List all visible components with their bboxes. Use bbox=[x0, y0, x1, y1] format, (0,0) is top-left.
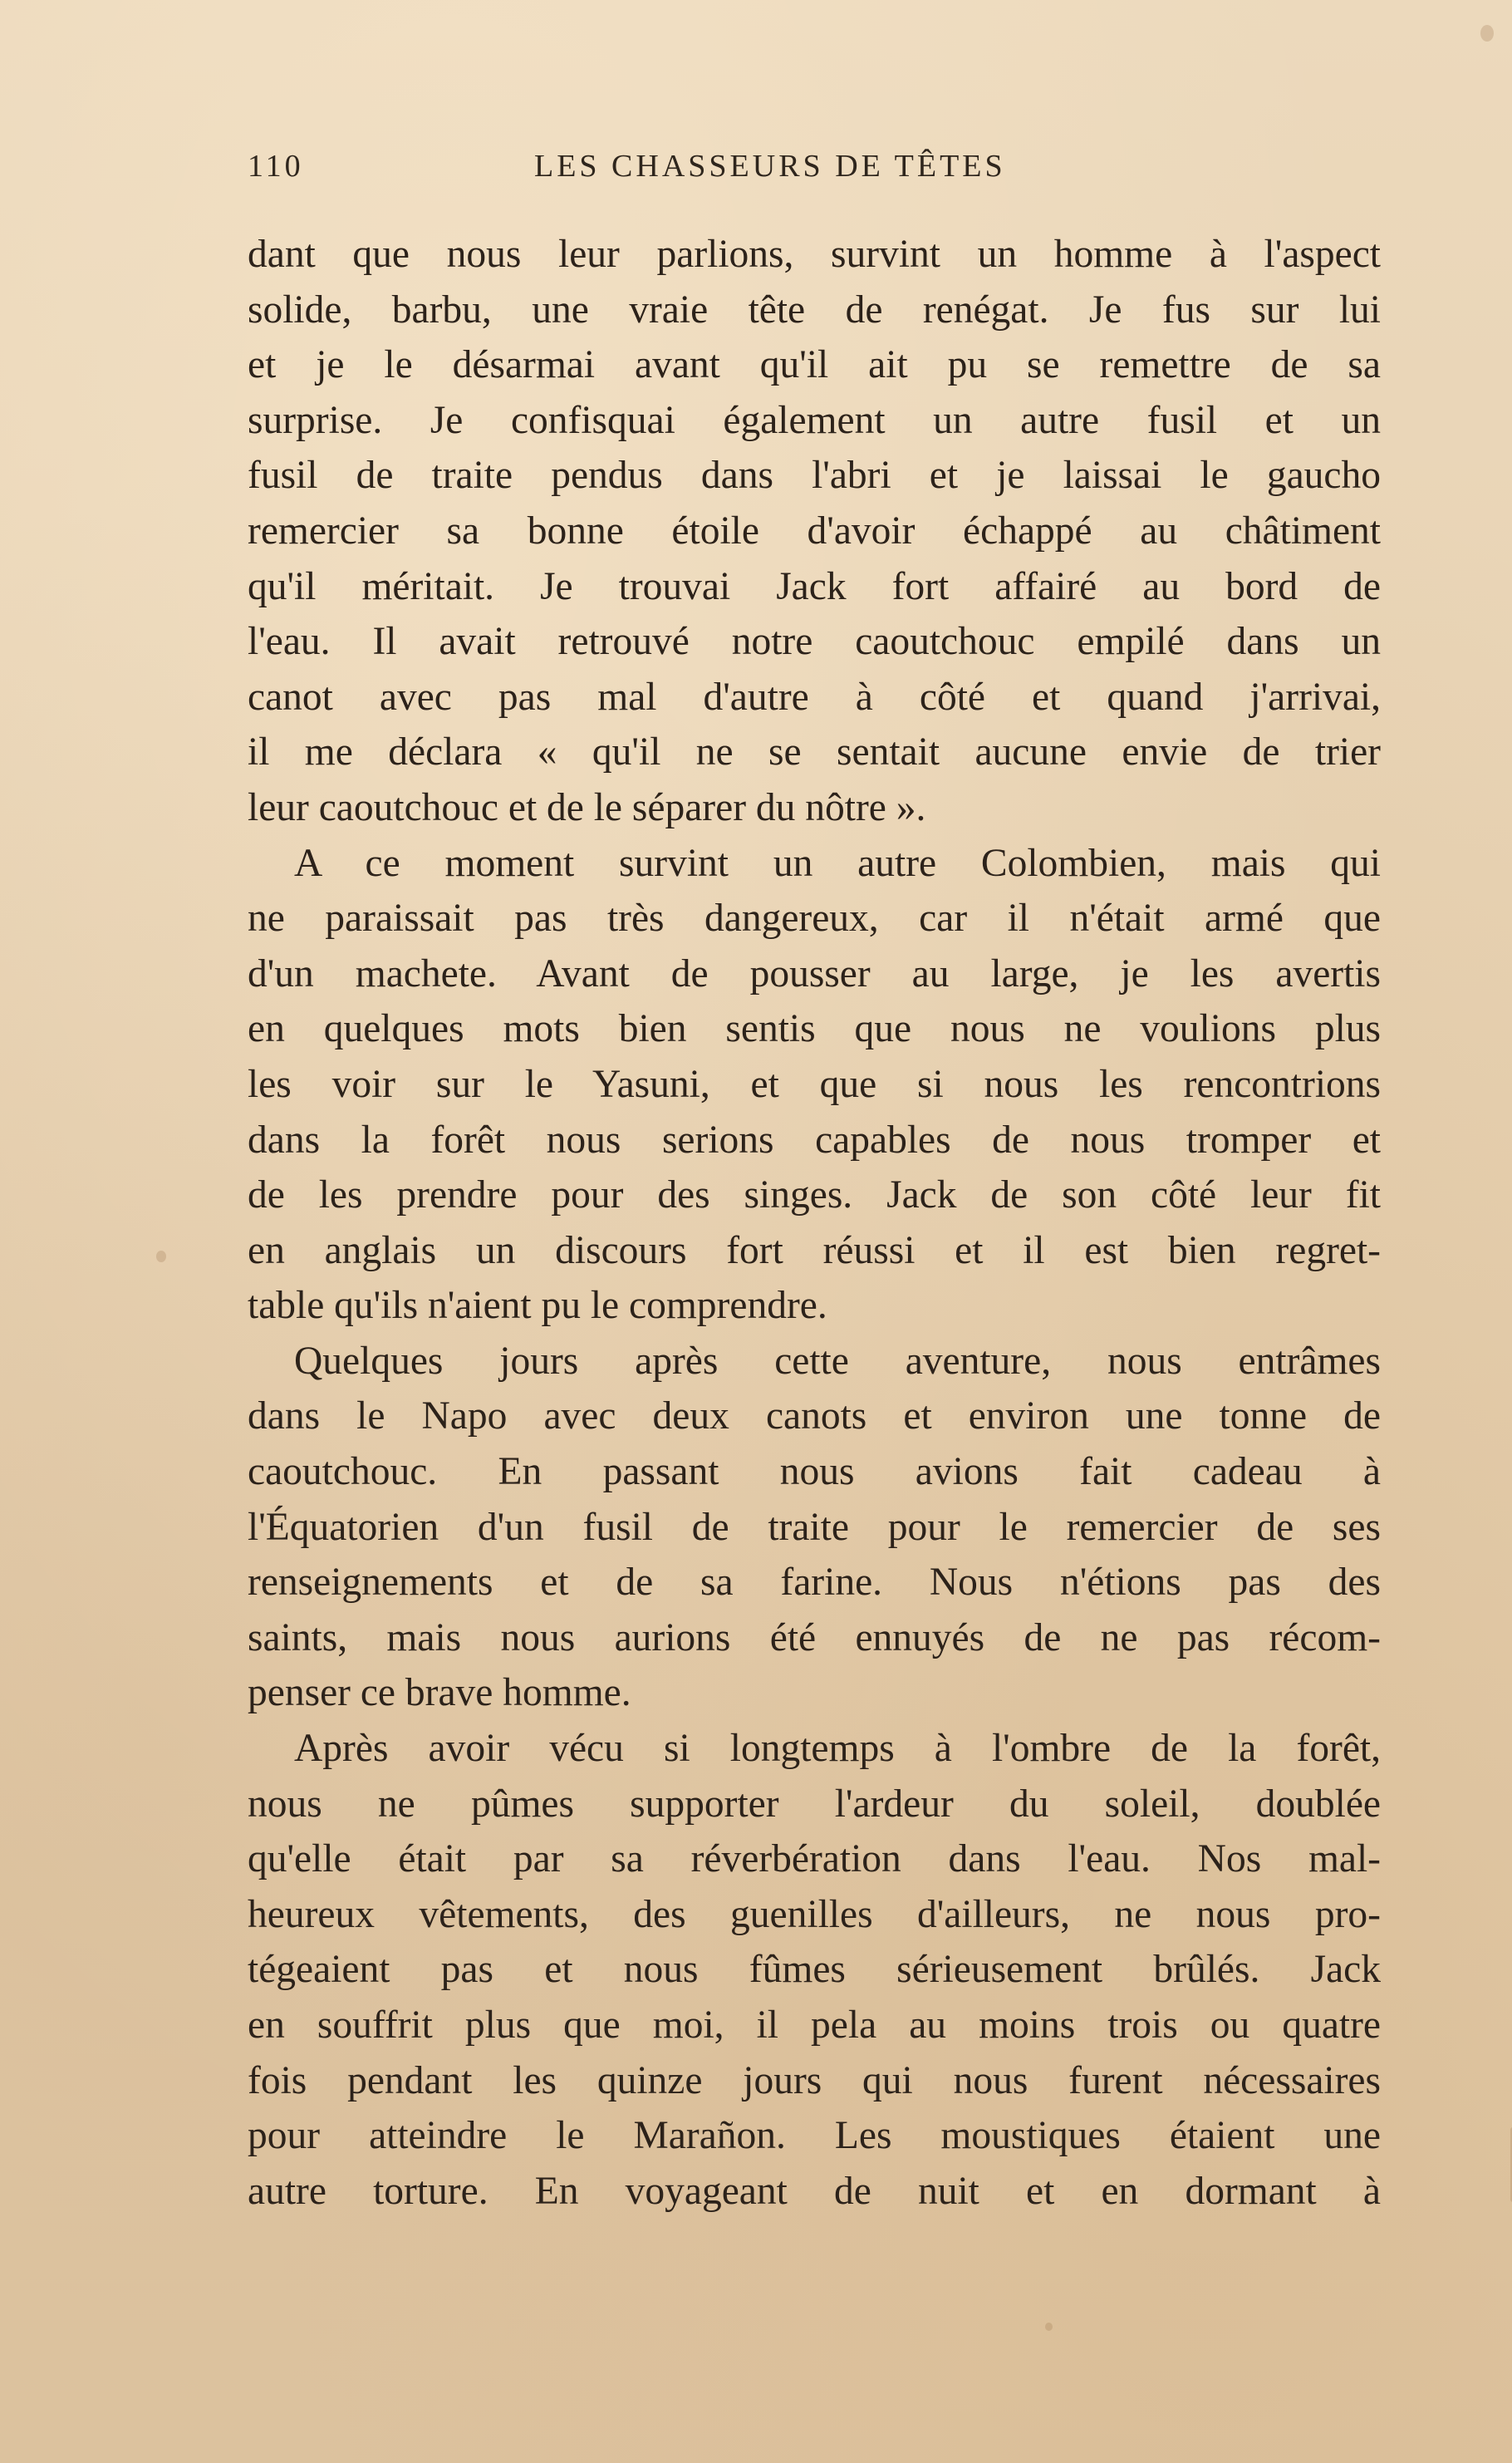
text-line: fois pendant les quinze jours qui nous furent nécessaires bbox=[248, 2058, 1381, 2102]
text-line: leur caoutchouc et de le séparer du nôtre ». bbox=[248, 785, 926, 829]
text-line: nous ne pûmes supporter l'ardeur du soleil, doublée bbox=[248, 1782, 1381, 1826]
page-number: 110 bbox=[248, 149, 304, 184]
text-line: pour atteindre le Marañon. Les moustiques étaient une bbox=[248, 2114, 1381, 2158]
paper-spot bbox=[1045, 2323, 1053, 2331]
text-line: d'un machete. Avant de pousser au large, je les avertis bbox=[248, 951, 1381, 996]
text-line: qu'elle était par sa réverbération dans l'eau. Nos mal- bbox=[248, 1837, 1381, 1881]
text-line: les voir sur le Yasuni, et que si nous les rencontrions bbox=[248, 1062, 1381, 1106]
text-line: en souffrit plus que moi, il pela au moins trois ou quatre bbox=[248, 2003, 1381, 2047]
text-line: remercier sa bonne étoile d'avoir échappé au châtiment bbox=[248, 509, 1381, 553]
text-line: Après avoir vécu si longtemps à l'ombre de la forêt, bbox=[294, 1727, 1381, 1771]
text-line: solide, barbu, une vraie tête de renégat. Je fus sur lui bbox=[248, 288, 1381, 332]
text-line: dant que nous leur parlions, survint un homme à l'aspect bbox=[248, 233, 1381, 276]
text-line: caoutchouc. En passant nous avions fait cadeau à bbox=[248, 1450, 1381, 1494]
text-line: autre torture. En voyageant de nuit et en dormant à bbox=[248, 2169, 1381, 2213]
body-text bbox=[248, 227, 1381, 2219]
text-line: fusil de traite pendus dans l'abri et je laissai le gaucho bbox=[248, 454, 1381, 498]
text-line: renseignements et de sa farine. Nous n'étions pas des bbox=[248, 1561, 1381, 1605]
text-line: A ce moment survint un autre Colombien, mais qui bbox=[294, 841, 1381, 885]
text-line: dans le Napo avec deux canots et environ une tonne de bbox=[248, 1394, 1381, 1438]
text-line: dans la forêt nous serions capables de nous tromper et bbox=[248, 1118, 1381, 1162]
text-line: de les prendre pour des singes. Jack de son côté leur fit bbox=[248, 1173, 1381, 1217]
text-line: en quelques mots bien sentis que nous ne voulions plus bbox=[248, 1007, 1381, 1051]
text-line: en anglais un discours fort réussi et il est bien regret- bbox=[248, 1228, 1381, 1272]
text-line: ne paraissait pas très dangereux, car il n'était armé que bbox=[248, 897, 1381, 941]
page-header bbox=[248, 148, 1381, 189]
text-line: Quelques jours après cette aventure, nous entrâmes bbox=[294, 1339, 1381, 1383]
text-line: tégeaient pas et nous fûmes sérieusement brûlés. Jack bbox=[248, 1948, 1381, 1992]
text-line: heureux vêtements, des guenilles d'ailleurs, ne nous pro- bbox=[248, 1892, 1381, 1936]
text-line: canot avec pas mal d'autre à côté et quand j'arrivai, bbox=[248, 675, 1381, 719]
paper-spot bbox=[1480, 25, 1494, 42]
text-line: penser ce brave homme. bbox=[248, 1671, 631, 1715]
paper-spot bbox=[156, 1251, 166, 1262]
text-line: l'eau. Il avait retrouvé notre caoutchouc empilé dans un bbox=[248, 620, 1381, 664]
text-line: saints, mais nous aurions été ennuyés de ne pas récom- bbox=[248, 1615, 1381, 1659]
text-line: et je le désarmai avant qu'il ait pu se remettre de sa bbox=[248, 343, 1381, 387]
text-line: surprise. Je confisquai également un autre fusil et un bbox=[248, 398, 1381, 442]
text-line: table qu'ils n'aient pu le comprendre. bbox=[248, 1284, 827, 1328]
running-title: LES CHASSEURS DE TÊTES bbox=[534, 149, 1006, 184]
text-line: il me déclara « qu'il ne se sentait aucune envie de trier bbox=[248, 730, 1381, 774]
text-line: qu'il méritait. Je trouvai Jack fort affairé au bord de bbox=[248, 564, 1381, 608]
text-line: l'Équatorien d'un fusil de traite pour le remercier de ses bbox=[248, 1505, 1381, 1549]
